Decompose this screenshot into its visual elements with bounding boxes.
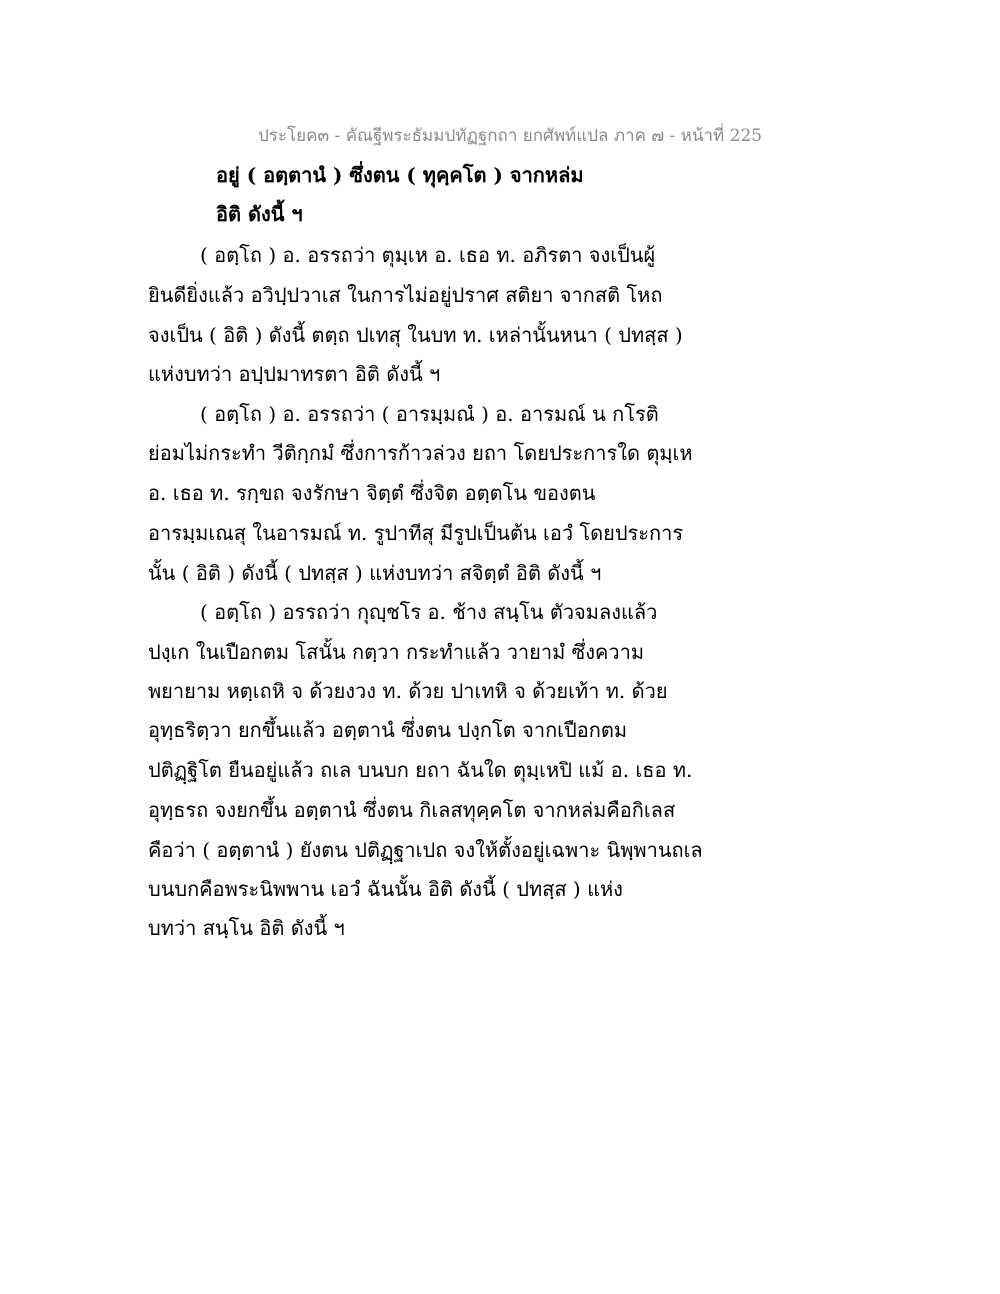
text-line: อุทฺธรถ จงยกขึ้น อตฺตานํ ซึ่งตน กิเลสทุคฺคโต จากหล่มคือกิเลส (148, 798, 676, 822)
paragraph-start-line: ( อตฺโถ ) อ. อรรถว่า ตุมฺเห อ. เธอ ท. อภิรตา จงเป็นผู้ (200, 243, 656, 267)
paragraph-start-line: ( อตฺโถ ) อ. อรรถว่า ( อารมฺมณํ ) อ. อารมณ์ น กโรติ (200, 402, 659, 426)
text-line: ยินดียิ่งแล้ว อวิปฺปวาเส ในการไม่อยู่ปราศ สติยา จากสติ โหถ (148, 283, 663, 307)
text-line: อยู่ ( อตฺตานํ ) ซึ่งตน ( ทุคฺคโต ) จากหล่ม (216, 163, 584, 187)
text-line: ย่อมไม่กระทำ วีติกฺกมํ ซึ่งการก้าวล่วง ยถา โดยประการใด ตุมฺเห (148, 441, 693, 465)
text-line: ปงฺเก ในเปือกตม โสนั้น กตฺวา กระทำแล้ว วายามํ ซึ่งความ (148, 640, 645, 664)
text-line: พยายาม หตฺเถหิ จ ด้วยงวง ท. ด้วย ปาเทหิ จ ด้วยเท้า ท. ด้วย (148, 679, 668, 703)
text-line: อารมฺมเณสุ ในอารมณ์ ท. รูปาทีสุ มีรูปเป็นต้น เอวํ โดยประการ (148, 521, 684, 545)
text-line: แห่งบทว่า อปฺปมาทรตา อิติ ดังนี้ ฯ (148, 362, 441, 386)
text-line: จงเป็น ( อิติ ) ดังนี้ ตตฺถ ปเทสุ ในบท ท. เหล่านั้นหนา ( ปทสฺส ) (148, 323, 683, 347)
running-header: ประโยค๓ - คัณฐีพระธัมมปทัฏฐกถา ยกศัพท์แปล ภาค ๗ - หน้าที่ 225 (258, 126, 763, 146)
text-line: อ. เธอ ท. รกฺขถ จงรักษา จิตฺตํ ซึ่งจิต อตฺตโน ของตน (148, 481, 596, 505)
text-line: อุทฺธริตฺวา ยกขึ้นแล้ว อตฺตานํ ซึ่งตน ปงฺกโต จากเปือกตม (148, 718, 628, 742)
paragraph-start-line: ( อตฺโถ ) อรรถว่า กุญฺชโร อ. ช้าง สนฺโน ตัวจมลงแล้ว (200, 600, 658, 624)
text-line: บทว่า สนฺโน อิติ ดังนี้ ฯ (148, 916, 345, 940)
text-line: บนบกคือพระนิพพาน เอวํ ฉันนั้น อิติ ดังนี้ ( ปทสฺส ) แห่ง (148, 877, 623, 901)
text-line: อิติ ดังนี้ ฯ (216, 202, 303, 226)
text-line: นั้น ( อิติ ) ดังนี้ ( ปทสฺส ) แห่งบทว่า สจิตฺตํ อิติ ดังนี้ ฯ (148, 561, 602, 585)
text-line: ปติฏฺฐิโต ยืนอยู่แล้ว ถเล บนบก ยถา ฉันใด ตุมฺเหปิ แม้ อ. เธอ ท. (148, 758, 693, 782)
text-line: คือว่า ( อตฺตานํ ) ยังตน ปติฏฺฐาเปถ จงให้ตั้งอยู่เฉพาะ นิพฺพานถเล (148, 838, 703, 862)
